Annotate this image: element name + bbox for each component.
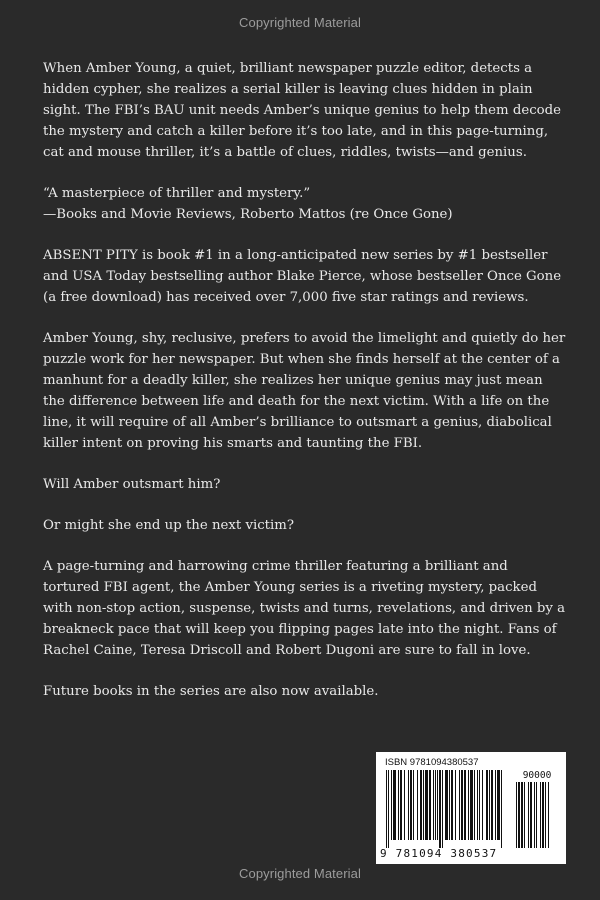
review-quote [43, 183, 568, 225]
barcode-human-readable: 9 781094 380537 [380, 847, 498, 860]
synopsis-paragraph: When Amber Young, a quiet, brilliant newspaper puzzle editor, detects a hidden cypher, she realizes a serial killer is leaving clues hidden in plain sight. The FBI’s BAU unit needs Amber’s unique genius to help them decode the mystery and catch a killer before it’s too late, and in this page-turning, cat and mouse thriller, it’s a battle of clues, riddles, twists—and genius. [43, 61, 562, 160]
copyright-watermark-top: Copyrighted Material [239, 15, 361, 30]
plot-paragraph: Amber Young, shy, reclusive, prefers to avoid the limelight and quietly do her puzzle work for her newspaper. But when she finds herself at the center of a manhunt for a deadly killer, she realizes her unique genius may just mean the difference between life and death for the next victim. With a life on the line, it will require of all Amber’s brilliance to outsmart a genius, diabolical killer intent on proving his smarts and taunting the FBI. [43, 331, 566, 451]
barcode-bars-icon [386, 770, 510, 848]
isbn-barcode [376, 752, 566, 864]
book-description [43, 58, 568, 722]
series-paragraph: ABSENT PITY is book #1 in a long-anticipated new series by #1 bestseller and USA Today bestselling author Blake Pierce, whose bestseller Once Gone (a free download) has received over 7,000 five star ratings and reviews. [43, 248, 562, 305]
barcode-addon-digits: 90000 [522, 770, 552, 781]
question-line-2: Or might she end up the next victim? [43, 518, 294, 533]
future-books-line: Future books in the series are also now available. [43, 684, 379, 699]
copyright-watermark-bottom: Copyrighted Material [239, 866, 361, 881]
question-line-1: Will Amber outsmart him? [43, 477, 221, 492]
pitch-paragraph: A page-turning and harrowing crime thriller featuring a brilliant and tortured FBI agent, the Amber Young series is a riveting mystery, packed with non-stop action, suspense, twists and turns, revelations, and driven by a breakneck pace that will keep you flipping pages late into the night. Fans of Rachel Caine, Teresa Driscoll and Robert Dugoni are sure to fall in love. [43, 559, 566, 658]
review-attribution: —Books and Movie Reviews, Roberto Mattos (re Once Gone) [43, 207, 453, 222]
isbn-label: ISBN 9781094380537 [385, 757, 479, 768]
review-quote-text: “A masterpiece of thriller and mystery.” [43, 186, 311, 201]
addon-barcode-bars-icon [516, 782, 558, 848]
